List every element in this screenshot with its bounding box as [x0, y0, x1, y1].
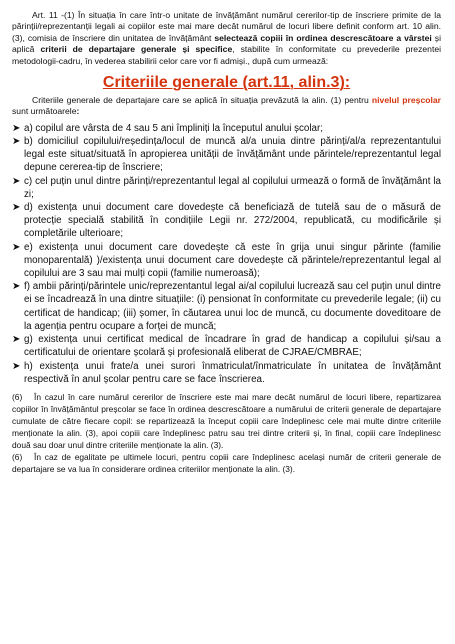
- intro-text-part: și aplică: [12, 32, 441, 55]
- criterion-text: f) ambii părinți/părintele unic/reprezentantul legal ai/al copilului lucrează sau cel puțin unul dintre ei se încadrează în una dintre situațiile: (i) pensionat în conformitate cu prevederile legale; (ii) cu certificat de handicap; (iii) șomer, în căutarea unui loc de muncă, cu documente doveditoare de la agenția pentru ocupare a forței de muncă;: [24, 281, 441, 332]
- arrow-bullet-icon: ➤: [12, 241, 21, 253]
- list-item: [12, 122, 441, 135]
- criteria-intro-paragraph: [12, 95, 441, 118]
- paragraph-number: (6): [12, 391, 23, 402]
- criterion-text: a) copilul are vârsta de 4 sau 5 ani împliniți la începutul anului școlar;: [24, 122, 323, 134]
- arrow-bullet-icon: ➤: [12, 122, 21, 134]
- footer-paragraph: [12, 452, 441, 476]
- list-item: [12, 333, 441, 359]
- criterion-text: e) existența unui document care dovedește că este în grija unui singur părinte (familie monoparentală) )/existența unui document care dovedește că părintele/reprezentantul legal al copilului are 3 sau mai mulți copii (familie numeroasă);: [24, 241, 441, 280]
- criteria-list: [12, 122, 441, 386]
- criteria-intro-colon: :: [76, 106, 80, 117]
- arrow-bullet-icon: ➤: [12, 360, 21, 372]
- arrow-bullet-icon: ➤: [12, 281, 21, 293]
- intro-paragraph: [12, 10, 441, 67]
- intro-text-part: , stabilite în conformitate cu prevederile prezentei metodologii-cadru, în vederea stabilirii celor care vor fi admiși., după cum urmează:: [12, 44, 442, 66]
- intro-bold-age-order: selectează copiii în ordinea descrescătoare a vârstei: [214, 32, 432, 43]
- list-item: [12, 175, 441, 201]
- intro-bold-criteria: criterii de departajare generale și specifice: [40, 44, 233, 55]
- criterion-text: c) cel puțin unul dintre părinți/reprezentantul legal al copilului urmează o formă de învățământ la zi;: [24, 175, 441, 200]
- list-item: [12, 241, 441, 281]
- criteria-intro-highlight: nivelul preșcolar: [371, 95, 441, 106]
- arrow-bullet-icon: ➤: [12, 202, 21, 214]
- paragraph-text: În cazul în care numărul cererilor de înscriere este mai mare decât numărul de locuri libere, repartizarea copiilor în învățământul preșcolar se face în ordinea descrescătoare a numărului de criterii generale de departajare cumulate de către fiecare copil: se repartizează la început copiii care îndeplinesc cele mai multe dintre criteriile menționate la alin. (3), apoi copiii care îndeplinesc patru sau trei dintre criterii și, în final, copiii care îndeplinesc două sau doar unul dintre criteriile menționate la alin. (3).: [12, 391, 441, 450]
- list-item: [12, 360, 441, 386]
- criterion-text: b) domiciliul copilului/reședința/locul de muncă al/a unuia dintre părinți/al/a reprezentantului legal este situat/situată în apropierea unității de învățământ unde părintele/reprezentantul legal depune cererea-tip de înscriere;: [24, 136, 441, 174]
- arrow-bullet-icon: ➤: [12, 175, 21, 187]
- section-heading: [12, 74, 441, 92]
- intro-text-part: Art. 11 -(1) În situația în care într-o unitate de învățământ numărul cererilor-tip de înscriere primite de la părinții/reprezentanții legali ai copiilor este mai mare decât numărul de locuri libere definit conform art. 10 alin. (3), comisia de înscriere din unitatea de învățământ: [12, 10, 441, 43]
- list-item: [12, 201, 441, 241]
- criterion-text: h) existența unui frate/a unei surori înmatriculat/înmatriculate în unitatea de învățământ respectivă în anul școlar pentru care se face înscrierea.: [24, 360, 441, 385]
- paragraph-text: În caz de egalitate pe ultimele locuri, pentru copiii care îndeplinesc același număr de criterii generale de departajare se va lua în considerare ordinea criteriilor menționate la alin. (3).: [12, 452, 441, 475]
- section-title: Criteriile generale (art.11, alin.3):: [102, 74, 351, 92]
- paragraph-number: (6): [12, 452, 23, 463]
- arrow-bullet-icon: ➤: [12, 334, 21, 346]
- list-item: [12, 135, 441, 175]
- arrow-bullet-icon: ➤: [12, 136, 21, 148]
- criterion-text: d) existența unui document care dovedește că beneficiază de tutelă sau de o măsură de protecție specială stabilită în condițiile Legii nr. 272/2004, republicată, cu modificările și completările ulterioare;: [24, 202, 441, 240]
- criteria-intro-text: Criteriile generale de departajare care se aplică în situația prevăzută la alin. (1) pentru: [32, 95, 372, 106]
- intro-text: [12, 10, 441, 67]
- footer-paragraph: [12, 392, 441, 452]
- list-item: [12, 280, 441, 333]
- criteria-intro-text: sunt următoarele: [12, 106, 77, 117]
- criterion-text: g) existența unui certificat medical de încadrare în grad de handicap a copilului și/sau a certificatului de orientare școlară și profesională eliberat de CJRAE/CMBRAE;: [24, 334, 441, 359]
